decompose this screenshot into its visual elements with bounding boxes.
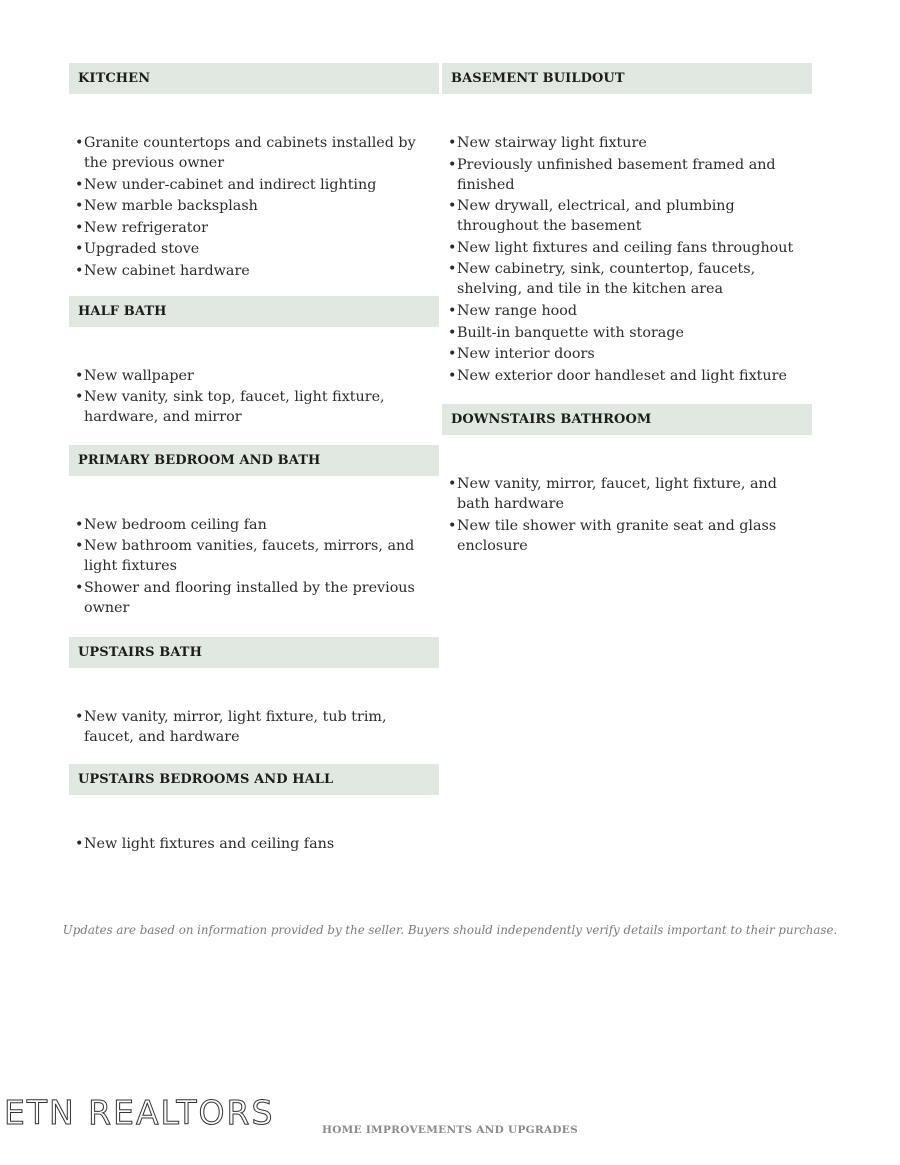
section-half-bath [69, 296, 439, 428]
section-upstairs-bedrooms-and-hall [69, 764, 439, 854]
section-heading: KITCHEN [69, 63, 439, 94]
section-upstairs-bath [69, 637, 439, 747]
section-heading: PRIMARY BEDROOM AND BATH [69, 445, 439, 476]
list-item: • New exterior door handleset and light fixture [448, 366, 812, 386]
footer-title: HOME IMPROVEMENTS AND UPGRADES [322, 1124, 578, 1136]
section-heading: DOWNSTAIRS BATHROOM [442, 404, 812, 435]
list-item: • New vanity, mirror, faucet, light fixture, and bath hardware [448, 474, 812, 514]
list-item: • New tile shower with granite seat and glass enclosure [448, 516, 812, 556]
section-basement-buildout [442, 63, 812, 386]
list-item: • New stairway light fixture [448, 133, 812, 153]
list-item: • New wallpaper [75, 366, 439, 386]
list-item: • New under-cabinet and indirect lighting [75, 175, 439, 195]
disclaimer-note: Updates are based on information provided by the seller. Buyers should independently verify details important to their purchase. [62, 923, 838, 937]
list-item: • New bathroom vanities, faucets, mirrors, and light fixtures [75, 536, 439, 576]
section-downstairs-bathroom [442, 404, 812, 556]
list-item: • Built-in banquette with storage [448, 323, 812, 343]
item-list [69, 476, 439, 618]
list-item: • New vanity, sink top, faucet, light fixture, hardware, and mirror [75, 387, 439, 427]
item-list [69, 327, 439, 428]
list-item: • New refrigerator [75, 218, 439, 238]
list-item: • Previously unfinished basement framed and finished [448, 155, 812, 195]
section-heading: HALF BATH [69, 296, 439, 327]
list-item: • New vanity, mirror, light fixture, tub trim, faucet, and hardware [75, 707, 439, 747]
item-list [442, 435, 812, 556]
list-item: • Shower and flooring installed by the previous owner [75, 578, 439, 618]
list-item: • New drywall, electrical, and plumbing throughout the basement [448, 196, 812, 236]
list-item: • Granite countertops and cabinets installed by the previous owner [75, 133, 439, 173]
item-list [69, 795, 439, 854]
list-item: • Upgraded stove [75, 239, 439, 259]
item-list [69, 668, 439, 747]
item-list [442, 94, 812, 386]
list-item: • New cabinetry, sink, countertop, faucets, shelving, and tile in the kitchen area [448, 259, 812, 299]
list-item: • New cabinet hardware [75, 261, 439, 281]
section-heading: UPSTAIRS BEDROOMS AND HALL [69, 764, 439, 795]
item-list [69, 94, 439, 281]
section-primary-bedroom-and-bath [69, 445, 439, 618]
list-item: • New range hood [448, 301, 812, 321]
section-kitchen [69, 63, 439, 281]
section-heading: UPSTAIRS BATH [69, 637, 439, 668]
list-item: • New bedroom ceiling fan [75, 515, 439, 535]
section-heading: BASEMENT BUILDOUT [442, 63, 812, 94]
right-column [442, 63, 812, 558]
list-item: • New light fixtures and ceiling fans throughout [448, 238, 812, 258]
list-item: • New marble backsplash [75, 196, 439, 216]
left-column [69, 63, 439, 856]
list-item: • New light fixtures and ceiling fans [75, 834, 439, 854]
brand-logo: ETN REALTORS [4, 1093, 275, 1132]
list-item: • New interior doors [448, 344, 812, 364]
